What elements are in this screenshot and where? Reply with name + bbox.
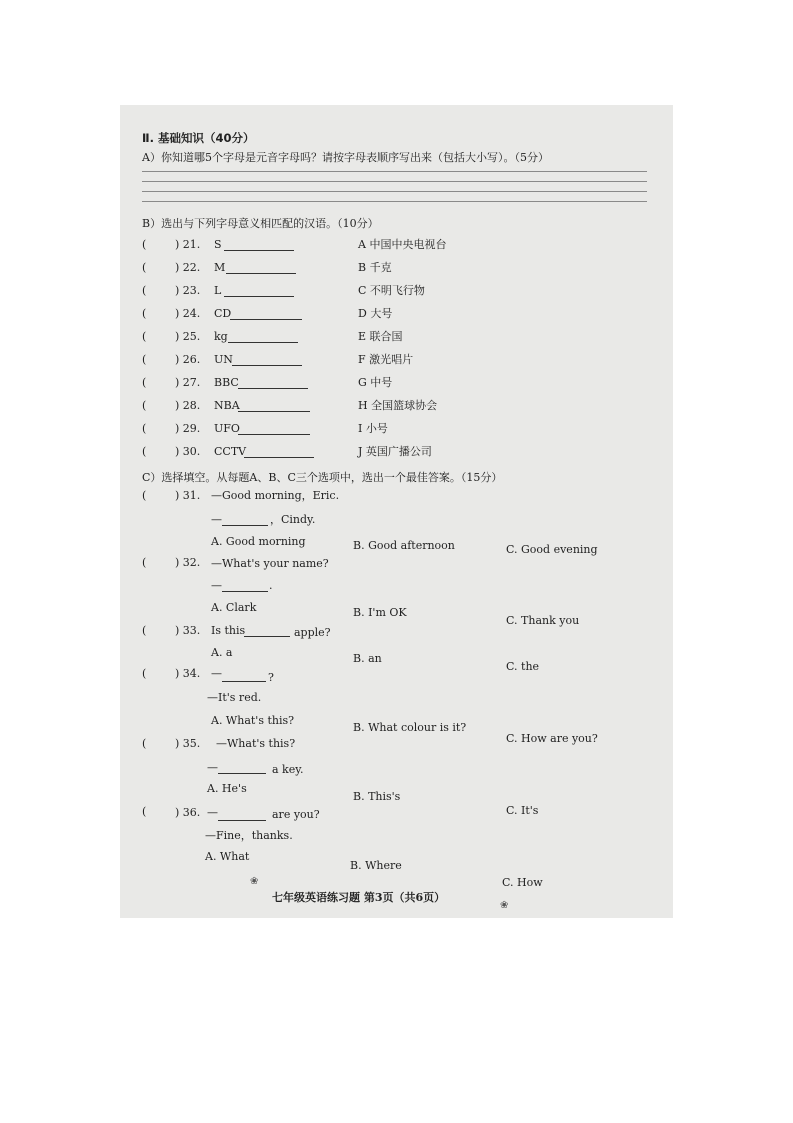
blank-line xyxy=(222,515,268,526)
blank-line xyxy=(222,671,266,682)
question-line-suffix: are you? xyxy=(272,808,320,821)
question-line: —What's your name? xyxy=(211,557,329,570)
item-number: ) 26. xyxy=(175,353,201,366)
part-a-instruction: A）你知道哪5个字母是元音字母吗？请按字母表顺序写出来（包括大小写）。（5分） xyxy=(142,151,549,164)
item-number: ) 30. xyxy=(175,445,201,458)
item-number: ) 25. xyxy=(175,330,201,343)
question-number: ) 31. xyxy=(175,489,201,502)
blank-line xyxy=(228,332,298,343)
answer-bracket: ( xyxy=(142,238,147,251)
flower-icon: ❀ xyxy=(500,900,509,911)
option-c: C. How xyxy=(502,876,543,889)
blank-line xyxy=(230,309,302,320)
option-c: C. the xyxy=(506,660,540,673)
page-footer: 七年级英语练习题 第3页（共6页） xyxy=(272,891,446,904)
answer-bracket: ( xyxy=(142,737,147,750)
blank-line xyxy=(244,626,290,637)
item-option: F 激光唱片 xyxy=(358,353,414,366)
item-option: E 联合国 xyxy=(358,330,403,343)
item-abbr: UFO xyxy=(214,422,240,435)
blank-line xyxy=(238,378,308,389)
question-line: —Good morning，Eric. xyxy=(211,489,340,502)
blank-line xyxy=(232,355,302,366)
question-line-suffix: . xyxy=(269,579,273,592)
blank-line xyxy=(222,581,268,592)
answer-bracket: ( xyxy=(142,284,147,297)
item-option: A 中国中央电视台 xyxy=(358,238,447,251)
question-line-prefix: Is this xyxy=(211,624,246,637)
option-c: C. How are you? xyxy=(506,732,598,745)
answer-bracket: ( xyxy=(142,399,147,412)
option-a: A. Clark xyxy=(211,601,257,614)
blank-line xyxy=(226,263,296,274)
item-abbr: NBA xyxy=(214,399,240,412)
answer-bracket: ( xyxy=(142,489,147,502)
question-line: —Fine，thanks. xyxy=(205,829,293,842)
answer-bracket: ( xyxy=(142,445,147,458)
item-abbr: M xyxy=(214,261,226,274)
exam-sheet xyxy=(120,105,673,918)
option-b: B. This's xyxy=(353,790,401,803)
answer-bracket: ( xyxy=(142,805,147,818)
item-abbr: S xyxy=(214,238,222,251)
blank-line xyxy=(218,810,266,821)
option-b: B. Where xyxy=(350,859,402,872)
blank-line xyxy=(238,401,310,412)
question-number: ) 35. xyxy=(175,737,201,750)
question-line-prefix: — xyxy=(211,579,222,592)
option-b: B. I'm OK xyxy=(353,606,407,619)
item-abbr: BBC xyxy=(214,376,239,389)
blank-line xyxy=(224,240,294,251)
question-line: —What's this? xyxy=(216,737,296,750)
answer-bracket: ( xyxy=(142,353,147,366)
item-option: B 千克 xyxy=(358,261,392,274)
part-b-instruction: B）选出与下列字母意义相匹配的汉语。（10分） xyxy=(142,217,379,230)
option-b: B. What colour is it? xyxy=(353,721,467,734)
item-abbr: kg xyxy=(214,330,228,343)
blank-line xyxy=(218,763,266,774)
question-line-prefix: — xyxy=(211,513,222,526)
question-line-prefix: — xyxy=(207,806,218,819)
item-abbr: UN xyxy=(214,353,233,366)
item-number: ) 21. xyxy=(175,238,201,251)
option-c: C. Good evening xyxy=(506,543,598,556)
item-number: ) 27. xyxy=(175,376,201,389)
question-line-suffix: apple? xyxy=(294,626,331,639)
option-a: A. He's xyxy=(207,782,247,795)
item-number: ) 23. xyxy=(175,284,201,297)
item-number: ) 24. xyxy=(175,307,201,320)
item-number: ) 29. xyxy=(175,422,201,435)
option-b: B. Good afternoon xyxy=(353,539,455,552)
item-option: G 中号 xyxy=(358,376,393,389)
blank-line xyxy=(238,424,310,435)
question-line-suffix: ? xyxy=(268,671,274,684)
flower-icon: ❀ xyxy=(250,876,259,887)
item-option: D 大号 xyxy=(358,307,393,320)
answer-bracket: ( xyxy=(142,330,147,343)
item-option: C 不明飞行物 xyxy=(358,284,425,297)
question-number: ) 32. xyxy=(175,556,201,569)
question-line: —It's red. xyxy=(207,691,262,704)
question-line-prefix: — xyxy=(207,761,218,774)
answer-bracket: ( xyxy=(142,556,147,569)
answer-line-4 xyxy=(142,201,647,202)
blank-line xyxy=(224,286,294,297)
answer-bracket: ( xyxy=(142,422,147,435)
question-line-suffix: a key. xyxy=(272,763,304,776)
item-abbr: L xyxy=(214,284,222,297)
option-a: A. What's this? xyxy=(211,714,295,727)
question-number: ) 33. xyxy=(175,624,201,637)
item-number: ) 28. xyxy=(175,399,201,412)
option-b: B. an xyxy=(353,652,382,665)
item-option: J 英国广播公司 xyxy=(358,445,432,458)
option-a: A. What xyxy=(205,850,250,863)
question-number: ) 36. xyxy=(175,806,201,819)
item-option: I 小号 xyxy=(358,422,388,435)
option-a: A. Good morning xyxy=(211,535,306,548)
option-a: A. a xyxy=(211,646,233,659)
answer-bracket: ( xyxy=(142,261,147,274)
option-c: C. Thank you xyxy=(506,614,580,627)
section-title: Ⅱ. 基础知识（40分） xyxy=(142,131,255,145)
answer-line-2 xyxy=(142,181,647,182)
part-c-instruction: C）选择填空。从每题A、B、C三个选项中，选出一个最佳答案。（15分） xyxy=(142,471,503,484)
option-c: C. It's xyxy=(506,804,539,817)
question-number: ) 34. xyxy=(175,667,201,680)
question-line-prefix: — xyxy=(211,667,222,680)
question-line-suffix: ，Cindy. xyxy=(270,513,316,526)
answer-bracket: ( xyxy=(142,307,147,320)
blank-line xyxy=(244,447,314,458)
answer-line-1 xyxy=(142,171,647,172)
item-option: H 全国篮球协会 xyxy=(358,399,438,412)
answer-bracket: ( xyxy=(142,376,147,389)
answer-line-3 xyxy=(142,191,647,192)
item-abbr: CCTV xyxy=(214,445,247,458)
answer-bracket: ( xyxy=(142,624,147,637)
item-number: ) 22. xyxy=(175,261,201,274)
item-abbr: CD xyxy=(214,307,232,320)
answer-bracket: ( xyxy=(142,667,147,680)
